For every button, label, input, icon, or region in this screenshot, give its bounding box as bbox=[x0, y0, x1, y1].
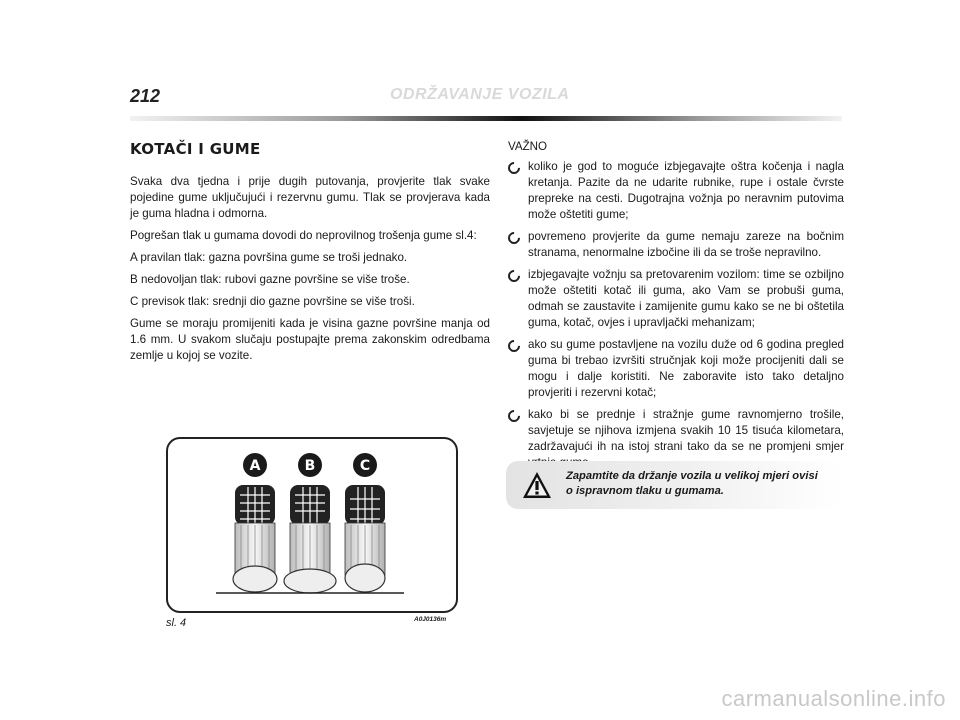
paragraph-wrong-pressure: Pogrešan tlak u gumama dovodi do neprovilnog trošenja gume sl.4: bbox=[130, 229, 477, 242]
tyre-b-label: B bbox=[304, 458, 316, 474]
bullet-icon bbox=[506, 160, 523, 177]
warning-box bbox=[506, 461, 842, 509]
figure-caption: sl. 4 bbox=[166, 617, 187, 629]
tyre-illustration bbox=[168, 439, 456, 611]
tyre-a-label: A bbox=[249, 458, 261, 474]
bullet-icon bbox=[506, 230, 523, 247]
paragraph-tread-depth: Gume se moraju promijeniti kada je visina gazne površine manja od 1.6 mm. U svakom slučaju postupajte prema zakonskim odredbama zemlje u kojoj se vozite. bbox=[130, 317, 490, 362]
tyre-c-label: C bbox=[359, 458, 371, 474]
warning-text: Zapamtite da držanje vozila u velikoj mjeri ovisi o ispravnom tlaku u gumama. bbox=[566, 470, 818, 497]
section-title: ODRŽAVANJE VOZILA bbox=[390, 86, 570, 103]
item-c-high: C previsok tlak: srednji dio gazne površine se više troši. bbox=[130, 295, 415, 308]
warning-triangle-icon bbox=[522, 471, 552, 499]
tyre-a-icon bbox=[233, 453, 277, 592]
tyre-c-icon bbox=[345, 453, 385, 592]
tyre-b-icon bbox=[284, 453, 336, 593]
paragraph-check-pressure: Svaka dva tjedna i prije dugih putovanja, provjerite tlak svake pojedine gume uključujući i rezervnu gumu. Tlak se provjerava kada je guma hladna i odmorna. bbox=[130, 175, 490, 220]
left-column bbox=[130, 140, 490, 370]
item-b-low: B nedovoljan tlak: rubovi gazne površine se više troše. bbox=[130, 273, 410, 286]
list-item: koliko je god to moguće izbjegavajte oštra kočenja i nagla kretanja. Pazite da ne udarite rubnike, rupe i ostale čvrste prepreke na cesti. Dugotrajna vožnja po neravnim putovima može oštetiti gume; bbox=[508, 159, 844, 223]
important-label: VAŽNO bbox=[508, 140, 548, 153]
wheels-tyres-heading: KOTAČI I GUME bbox=[130, 140, 261, 158]
list-item: povremeno provjerite da gume nemaju zareze na bočnim stranama, nenormalne izbočine ili da se troše nepravilno. bbox=[508, 229, 844, 261]
figure-code: A0J0136m bbox=[414, 616, 447, 623]
list-item: kako bi se prednje i stražnje gume ravnomjerno trošile, savjetuje se njihova izmjena svakih 10 15 tisuća kilometara, zadržavajući ih na istoj strani tako da se ne promjeni smjer bbox=[508, 407, 844, 471]
list-item: ako su gume postavljene na vozilu duže od 6 godina pregled guma bi trebao izvršiti stručnjak koji može procijeniti dali se mogu i dalje koristiti. Ne zaboravite isto tako detaljno provjeriti i rezervni kotač; bbox=[508, 337, 844, 401]
header-divider bbox=[130, 116, 842, 121]
bullet-icon bbox=[506, 408, 523, 425]
tyre-wear-figure bbox=[166, 437, 458, 613]
list-item: izbjegavajte vožnju sa pretovarenim vozilom: time se ozbiljno može oštetiti kotač ili guma, ako Vam se probuši guma, odmah se zaustavite i zamijenite gumu kako se ne bi oštetila guma, kotač, ovjes i upravljački mehanizam; bbox=[508, 267, 844, 331]
item-a-correct: A pravilan tlak: gazna površina gume se troši jednako. bbox=[130, 251, 408, 264]
page-number: 212 bbox=[130, 86, 161, 106]
bullet-icon bbox=[506, 268, 523, 285]
important-list bbox=[508, 159, 844, 471]
watermark: carmanualsonline.info bbox=[721, 686, 946, 711]
bullet-icon bbox=[506, 338, 523, 355]
right-column bbox=[508, 140, 844, 477]
